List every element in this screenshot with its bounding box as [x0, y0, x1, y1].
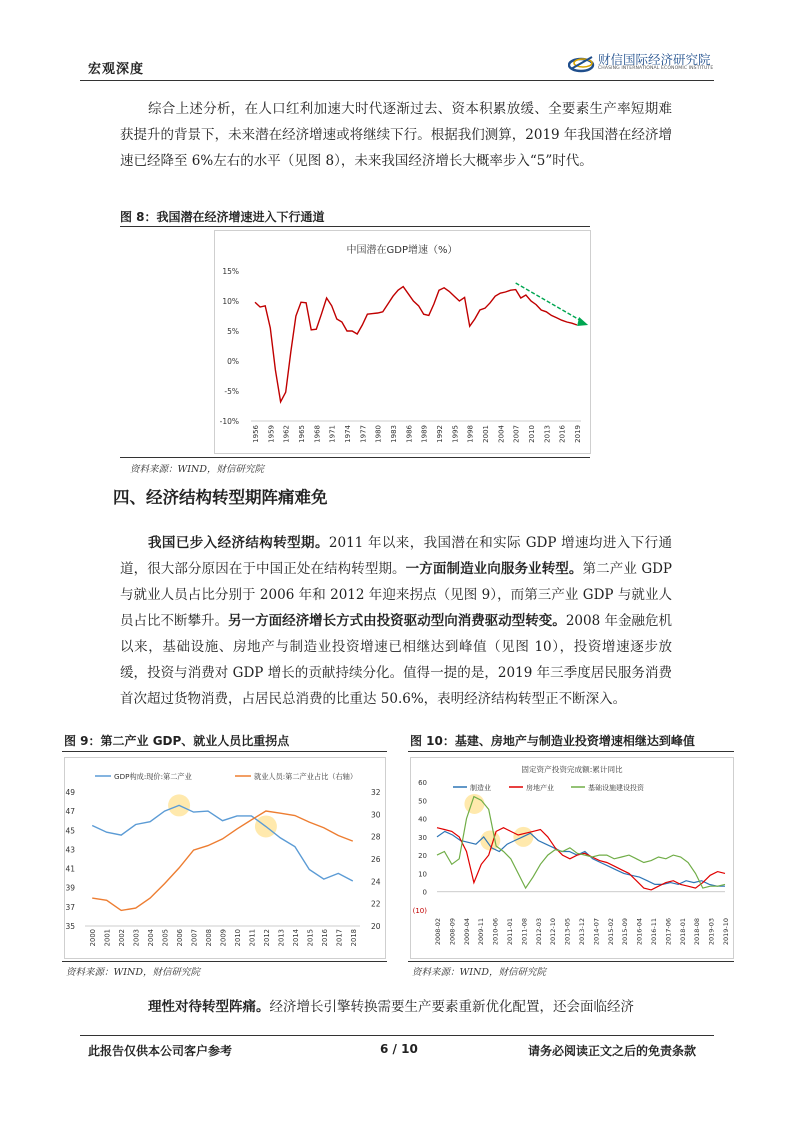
fig10-ytick: 0 [422, 888, 427, 897]
fig9-ytick-right: 24 [371, 877, 381, 887]
header-title: 宏观深度 [88, 62, 145, 77]
fig10-ytick: 50 [418, 797, 427, 806]
fig10-xtick: 2013-12 [578, 918, 586, 946]
fig10-xtick: 2008-02 [434, 918, 442, 946]
para2-text-2: 第二产业 GDP 与就业人员占比分别于 2006 年和 2012 年迎来拐点（见图 9），而第三产业 GDP 与就业人员占比不断攀升。 [120, 561, 673, 629]
fig8-trend-arrow-line [516, 283, 583, 322]
fig8-xtick: 1986 [405, 425, 414, 443]
fig9-series-gdp [92, 805, 353, 881]
footer-notice: 请务必阅读正文之后的免责条款 [528, 1044, 697, 1058]
fig10-xtick: 2013-05 [563, 918, 572, 946]
fig10-legend-label: 基础设施建设投资 [588, 784, 644, 792]
para2-bold-1: 我国已步入经济结构转型期。 [148, 535, 329, 551]
fig10-xtick: 2016-11 [650, 918, 658, 946]
fig8-xtick: 2016 [558, 425, 567, 443]
para3-bold-1: 理性对待转型阵痛。 [148, 999, 270, 1015]
fig8-xtick: 2010 [528, 425, 536, 443]
fig8-chart-title: 中国潜在GDP增速（%） [346, 245, 458, 256]
fig8-ytick: -5% [224, 387, 239, 396]
fig10-xtick: 2016-04 [635, 918, 644, 946]
footer-divider [80, 1035, 714, 1036]
fig8-xtick: 2001 [482, 425, 490, 443]
fig10-ytick: 60 [418, 779, 427, 787]
fig9-ytick-left: 47 [65, 807, 75, 817]
section-title: 四、经济结构转型期阵痛难免 [113, 488, 328, 507]
fig8-xtick: 1971 [328, 425, 337, 443]
figure-10-rule [408, 751, 734, 752]
figure-10-source: 资料来源：WIND，财信研究院 [412, 967, 546, 978]
fig8-ytick: 0% [227, 357, 239, 366]
paragraph-3 [120, 994, 672, 1020]
fig8-xtick: 2019 [574, 425, 582, 443]
fig9-xtick: 2003 [132, 929, 141, 947]
figure-9-svg [65, 758, 385, 958]
figure-8-bottom-rule [120, 457, 590, 458]
fig9-xtick: 2007 [190, 929, 199, 947]
fig8-xtick: 1959 [267, 425, 276, 443]
figure-10-bottom-rule [408, 961, 734, 962]
fig10-xtick: 2011-01 [506, 918, 514, 946]
fig9-series-employment [92, 811, 353, 910]
header-divider [80, 80, 714, 81]
figure-9-rule [62, 751, 387, 752]
figure-10-chart [410, 757, 734, 959]
fig9-xtick: 2014 [291, 929, 300, 947]
para2-bold-2: 一方面制造业向服务业转型。 [405, 561, 583, 577]
fig9-xtick: 2011 [248, 929, 257, 947]
fig9-xtick: 2005 [161, 929, 170, 947]
fig8-xtick: 1995 [451, 425, 460, 443]
logo-name: 财信国际经济研究院 [598, 52, 711, 67]
fig8-xtick: 2013 [543, 425, 552, 443]
fig10-xtick: 2009-04 [462, 918, 471, 946]
fig8-trend-arrowhead [577, 317, 588, 326]
fig10-series-line [437, 831, 725, 886]
fig8-xtick: 1956 [252, 425, 260, 443]
fig9-xtick: 2016 [320, 929, 329, 947]
paragraph-1-text: 综合上述分析，在人口红利加速大时代逐渐过去、资本积累放缓、全要素生产率短期难获提升的背景下，未来潜在经济增速或将继续下行。根据我们测算，2019 年我国潜在经济增速已经降至 6%左右的水平（见图 8），未来我国经济增长大概率步入“5”时代。 [120, 101, 672, 169]
fig9-xtick: 2000 [89, 929, 98, 947]
fig10-legend-label: 制造业 [470, 784, 491, 792]
logo-subtitle: CHASING INTERNATIONAL ECONOMIC INSTITUTE [598, 66, 714, 71]
fig9-xtick: 2009 [219, 929, 228, 947]
fig8-xtick: 1962 [282, 425, 291, 443]
para3-text-1: 经济增长引擎转换需要生产要素重新优化配置，还会面临经济 [269, 999, 634, 1015]
fig10-xtick: 2012-03 [534, 918, 543, 946]
fig9-ytick-left: 43 [65, 845, 75, 855]
fig9-xtick: 2010 [233, 929, 242, 947]
logo-mark-icon [568, 51, 596, 77]
footer-disclaimer: 此报告仅供本公司客户参考 [88, 1044, 233, 1058]
fig8-xtick: 1983 [390, 425, 398, 443]
institute-logo [568, 49, 718, 79]
fig9-xtick: 2002 [118, 929, 127, 947]
fig10-xtick: 2018-08 [693, 918, 702, 946]
fig10-chart-title: 固定资产投资完成额:累计同比 [521, 765, 623, 774]
fig10-xtick: 2019-10 [722, 918, 730, 946]
figure-8-rule [120, 226, 590, 227]
fig10-xtick: 2015-09 [621, 918, 630, 946]
fig9-xtick: 2006 [176, 929, 185, 947]
fig8-ytick: 15% [222, 267, 239, 276]
fig9-ytick-right: 28 [371, 832, 381, 842]
fig10-xtick: 2019-03 [707, 918, 716, 946]
fig10-xtick: 2012-10 [549, 918, 558, 946]
figure-10-svg [411, 758, 733, 958]
fig10-xtick: 2017-06 [664, 918, 673, 946]
fig9-ytick-left: 49 [65, 788, 75, 797]
fig8-xtick: 1974 [344, 425, 352, 443]
fig10-ytick: 30 [418, 833, 427, 842]
fig10-ytick: (10) [412, 907, 427, 915]
fig9-ytick-left: 45 [65, 826, 75, 836]
figure-8-chart [214, 230, 591, 454]
figure-9-bottom-rule [62, 961, 387, 962]
fig8-series-line [255, 287, 577, 402]
fig10-legend-label: 房地产业 [526, 784, 554, 792]
figure-9-chart [64, 757, 386, 959]
fig8-xtick: 2004 [497, 425, 506, 443]
fig9-xtick: 2001 [103, 929, 112, 947]
fig9-xtick: 2015 [306, 929, 315, 947]
fig9-ytick-left: 41 [65, 864, 75, 874]
figure-9-title: 图 9：第二产业 GDP、就业人员比重拐点 [64, 734, 290, 748]
fig9-ytick-left: 39 [65, 883, 75, 893]
fig8-xtick: 1968 [313, 425, 322, 443]
para2-text-3: 2008 年金融危机以来，基础设施、房地产与制造业投资增速已相继达到峰值（见图 10），投资增速逐步放缓，投资与消费对 GDP 增长的贡献持续分化。值得一提的是，2019 年三季度居民服务消费首次超过货物消费，占居民总消费的比重达 50.6%，表明经济结构转型正不断深入。 [120, 613, 673, 707]
fig10-ytick: 40 [418, 815, 427, 824]
fig10-ytick: 10 [418, 870, 427, 879]
fig9-xtick: 2004 [147, 929, 156, 947]
fig8-xtick: 1965 [298, 425, 306, 443]
figure-8-svg [215, 231, 590, 453]
fig9-ytick-right: 26 [371, 855, 381, 864]
fig8-ytick: 10% [222, 297, 239, 306]
fig9-ytick-right: 30 [371, 810, 381, 820]
fig9-xtick: 2008 [205, 929, 214, 947]
fig8-ytick: -10% [219, 417, 239, 426]
figure-10-title: 图 10：基建、房地产与制造业投资增速相继达到峰值 [410, 734, 695, 748]
fig10-xtick: 2011-08 [520, 918, 529, 946]
paragraph-1 [120, 96, 672, 174]
fig8-ytick: 5% [227, 327, 239, 336]
paragraph-2-text [120, 530, 672, 712]
fig9-ytick-right: 32 [371, 788, 381, 797]
fig9-legend-emp: 就业人员:第二产业占比（右轴） [254, 772, 358, 781]
fig9-xtick: 2012 [262, 929, 271, 947]
fig8-xtick: 1977 [359, 425, 368, 443]
fig9-ytick-right: 20 [371, 922, 381, 931]
fig10-xtick: 2018-01 [678, 918, 687, 946]
figure-9-source: 资料来源：WIND，财信研究院 [66, 967, 200, 978]
figure-8-source: 资料来源：WIND，财信研究院 [130, 464, 264, 475]
fig9-xtick: 2017 [335, 929, 344, 947]
fig9-xtick: 2013 [277, 929, 286, 947]
paragraph-3-text [120, 994, 672, 1020]
fig9-ytick-right: 22 [371, 899, 381, 909]
fig8-xtick: 1998 [466, 425, 475, 443]
fig8-xtick: 1989 [420, 425, 429, 443]
paragraph-2 [120, 530, 672, 712]
fig10-xtick: 2008-09 [448, 918, 457, 946]
fig9-xtick: 2018 [349, 929, 358, 947]
para2-text-1: 2011 年以来，我国潜在和实际 GDP 增速均进入下行通道，很大部分原因在于中国正处在结构转型期。 [120, 535, 673, 577]
figure-8-title: 图 8：我国潜在经济增速进入下行通道 [120, 210, 325, 224]
para2-bold-3: 另一方面经济增长方式由投资驱动型向消费驱动型转变。 [228, 613, 566, 629]
fig9-ytick-left: 37 [65, 902, 75, 912]
fig10-xtick: 2010-06 [491, 918, 500, 946]
fig10-series-line [437, 828, 725, 890]
fig10-ytick: 20 [418, 852, 427, 861]
fig10-xtick: 2009-11 [477, 918, 486, 946]
fig8-xtick: 1992 [436, 425, 444, 443]
fig8-xtick: 1980 [374, 425, 383, 443]
fig10-xtick: 2014-07 [592, 918, 601, 946]
fig8-xtick: 2007 [512, 425, 521, 443]
fig10-xtick: 2015-02 [606, 918, 615, 946]
fig9-legend-gdp: GDP构成:现价:第二产业 [114, 772, 192, 781]
page-number: 6 / 10 [380, 1042, 418, 1056]
fig9-ytick-left: 35 [65, 922, 75, 931]
